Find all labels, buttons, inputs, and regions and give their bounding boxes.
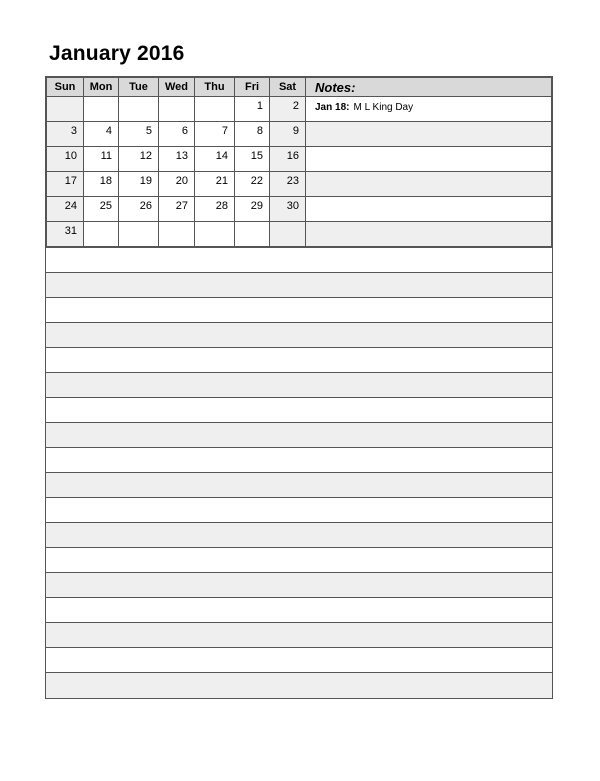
week-row bbox=[47, 197, 552, 222]
day-cell[interactable]: 3 bbox=[47, 122, 84, 147]
note-line[interactable] bbox=[46, 473, 552, 498]
day-cell[interactable]: 7 bbox=[195, 122, 235, 147]
notes-header: Notes: bbox=[306, 78, 552, 97]
day-cell[interactable]: 15 bbox=[235, 147, 270, 172]
day-cell[interactable]: 4 bbox=[84, 122, 119, 147]
day-cell[interactable]: 14 bbox=[195, 147, 235, 172]
note-line[interactable] bbox=[46, 423, 552, 448]
day-cell[interactable] bbox=[195, 222, 235, 247]
day-cell[interactable]: 1 bbox=[235, 97, 270, 122]
day-cell[interactable]: 10 bbox=[47, 147, 84, 172]
day-cell[interactable] bbox=[235, 222, 270, 247]
weekday-header-wed: Wed bbox=[159, 78, 195, 97]
day-cell[interactable] bbox=[47, 97, 84, 122]
calendar-sheet bbox=[45, 76, 553, 699]
day-cell[interactable] bbox=[84, 222, 119, 247]
day-cell[interactable]: 28 bbox=[195, 197, 235, 222]
day-cell[interactable]: 12 bbox=[119, 147, 159, 172]
day-cell[interactable] bbox=[119, 97, 159, 122]
notes-line[interactable] bbox=[306, 122, 552, 147]
weekday-header-sat: Sat bbox=[270, 78, 306, 97]
note-text: M L King Day bbox=[353, 102, 414, 113]
weekday-header-thu: Thu bbox=[195, 78, 235, 97]
day-cell[interactable]: 11 bbox=[84, 147, 119, 172]
note-line[interactable] bbox=[46, 298, 552, 323]
weekday-header-mon: Mon bbox=[84, 78, 119, 97]
day-cell[interactable]: 18 bbox=[84, 172, 119, 197]
day-cell[interactable]: 13 bbox=[159, 147, 195, 172]
page-title: January 2016 bbox=[49, 42, 185, 65]
notes-line[interactable] bbox=[306, 222, 552, 247]
day-cell[interactable]: 21 bbox=[195, 172, 235, 197]
note-line[interactable] bbox=[46, 648, 552, 673]
note-date: Jan 18: bbox=[315, 102, 350, 113]
note-line[interactable] bbox=[46, 673, 552, 698]
day-cell[interactable] bbox=[270, 222, 306, 247]
day-cell[interactable]: 5 bbox=[119, 122, 159, 147]
day-cell[interactable]: 24 bbox=[47, 197, 84, 222]
day-cell[interactable] bbox=[84, 97, 119, 122]
week-row bbox=[47, 122, 552, 147]
day-cell[interactable] bbox=[195, 97, 235, 122]
week-row bbox=[47, 172, 552, 197]
note-line[interactable] bbox=[46, 248, 552, 273]
day-cell[interactable]: 9 bbox=[270, 122, 306, 147]
note-line[interactable] bbox=[46, 548, 552, 573]
day-cell[interactable]: 30 bbox=[270, 197, 306, 222]
week-row bbox=[47, 147, 552, 172]
notes-line[interactable] bbox=[306, 97, 552, 122]
note-line[interactable] bbox=[46, 598, 552, 623]
note-line[interactable] bbox=[46, 273, 552, 298]
weekday-header-sun: Sun bbox=[47, 78, 84, 97]
weekday-header-fri: Fri bbox=[235, 78, 270, 97]
week-row bbox=[47, 97, 552, 122]
day-cell[interactable]: 2 bbox=[270, 97, 306, 122]
note-line[interactable] bbox=[46, 323, 552, 348]
day-cell[interactable]: 26 bbox=[119, 197, 159, 222]
note-line[interactable] bbox=[46, 348, 552, 373]
day-cell[interactable]: 25 bbox=[84, 197, 119, 222]
day-cell[interactable]: 16 bbox=[270, 147, 306, 172]
notes-lines bbox=[46, 247, 552, 698]
day-cell[interactable]: 20 bbox=[159, 172, 195, 197]
day-cell[interactable] bbox=[119, 222, 159, 247]
notes-line[interactable] bbox=[306, 172, 552, 197]
weekday-header-row bbox=[47, 78, 552, 97]
notes-line[interactable] bbox=[306, 147, 552, 172]
note-line[interactable] bbox=[46, 573, 552, 598]
calendar-grid bbox=[46, 77, 552, 247]
weekday-header-tue: Tue bbox=[119, 78, 159, 97]
day-cell[interactable]: 23 bbox=[270, 172, 306, 197]
day-cell[interactable]: 8 bbox=[235, 122, 270, 147]
note-line[interactable] bbox=[46, 448, 552, 473]
note-line[interactable] bbox=[46, 398, 552, 423]
day-cell[interactable]: 6 bbox=[159, 122, 195, 147]
week-row bbox=[47, 222, 552, 247]
day-cell[interactable]: 17 bbox=[47, 172, 84, 197]
note-line[interactable] bbox=[46, 373, 552, 398]
notes-line[interactable] bbox=[306, 197, 552, 222]
note-line[interactable] bbox=[46, 623, 552, 648]
day-cell[interactable] bbox=[159, 97, 195, 122]
day-cell[interactable]: 31 bbox=[47, 222, 84, 247]
day-cell[interactable]: 27 bbox=[159, 197, 195, 222]
note-line[interactable] bbox=[46, 498, 552, 523]
day-cell[interactable] bbox=[159, 222, 195, 247]
note-line[interactable] bbox=[46, 523, 552, 548]
day-cell[interactable]: 19 bbox=[119, 172, 159, 197]
day-cell[interactable]: 29 bbox=[235, 197, 270, 222]
day-cell[interactable]: 22 bbox=[235, 172, 270, 197]
